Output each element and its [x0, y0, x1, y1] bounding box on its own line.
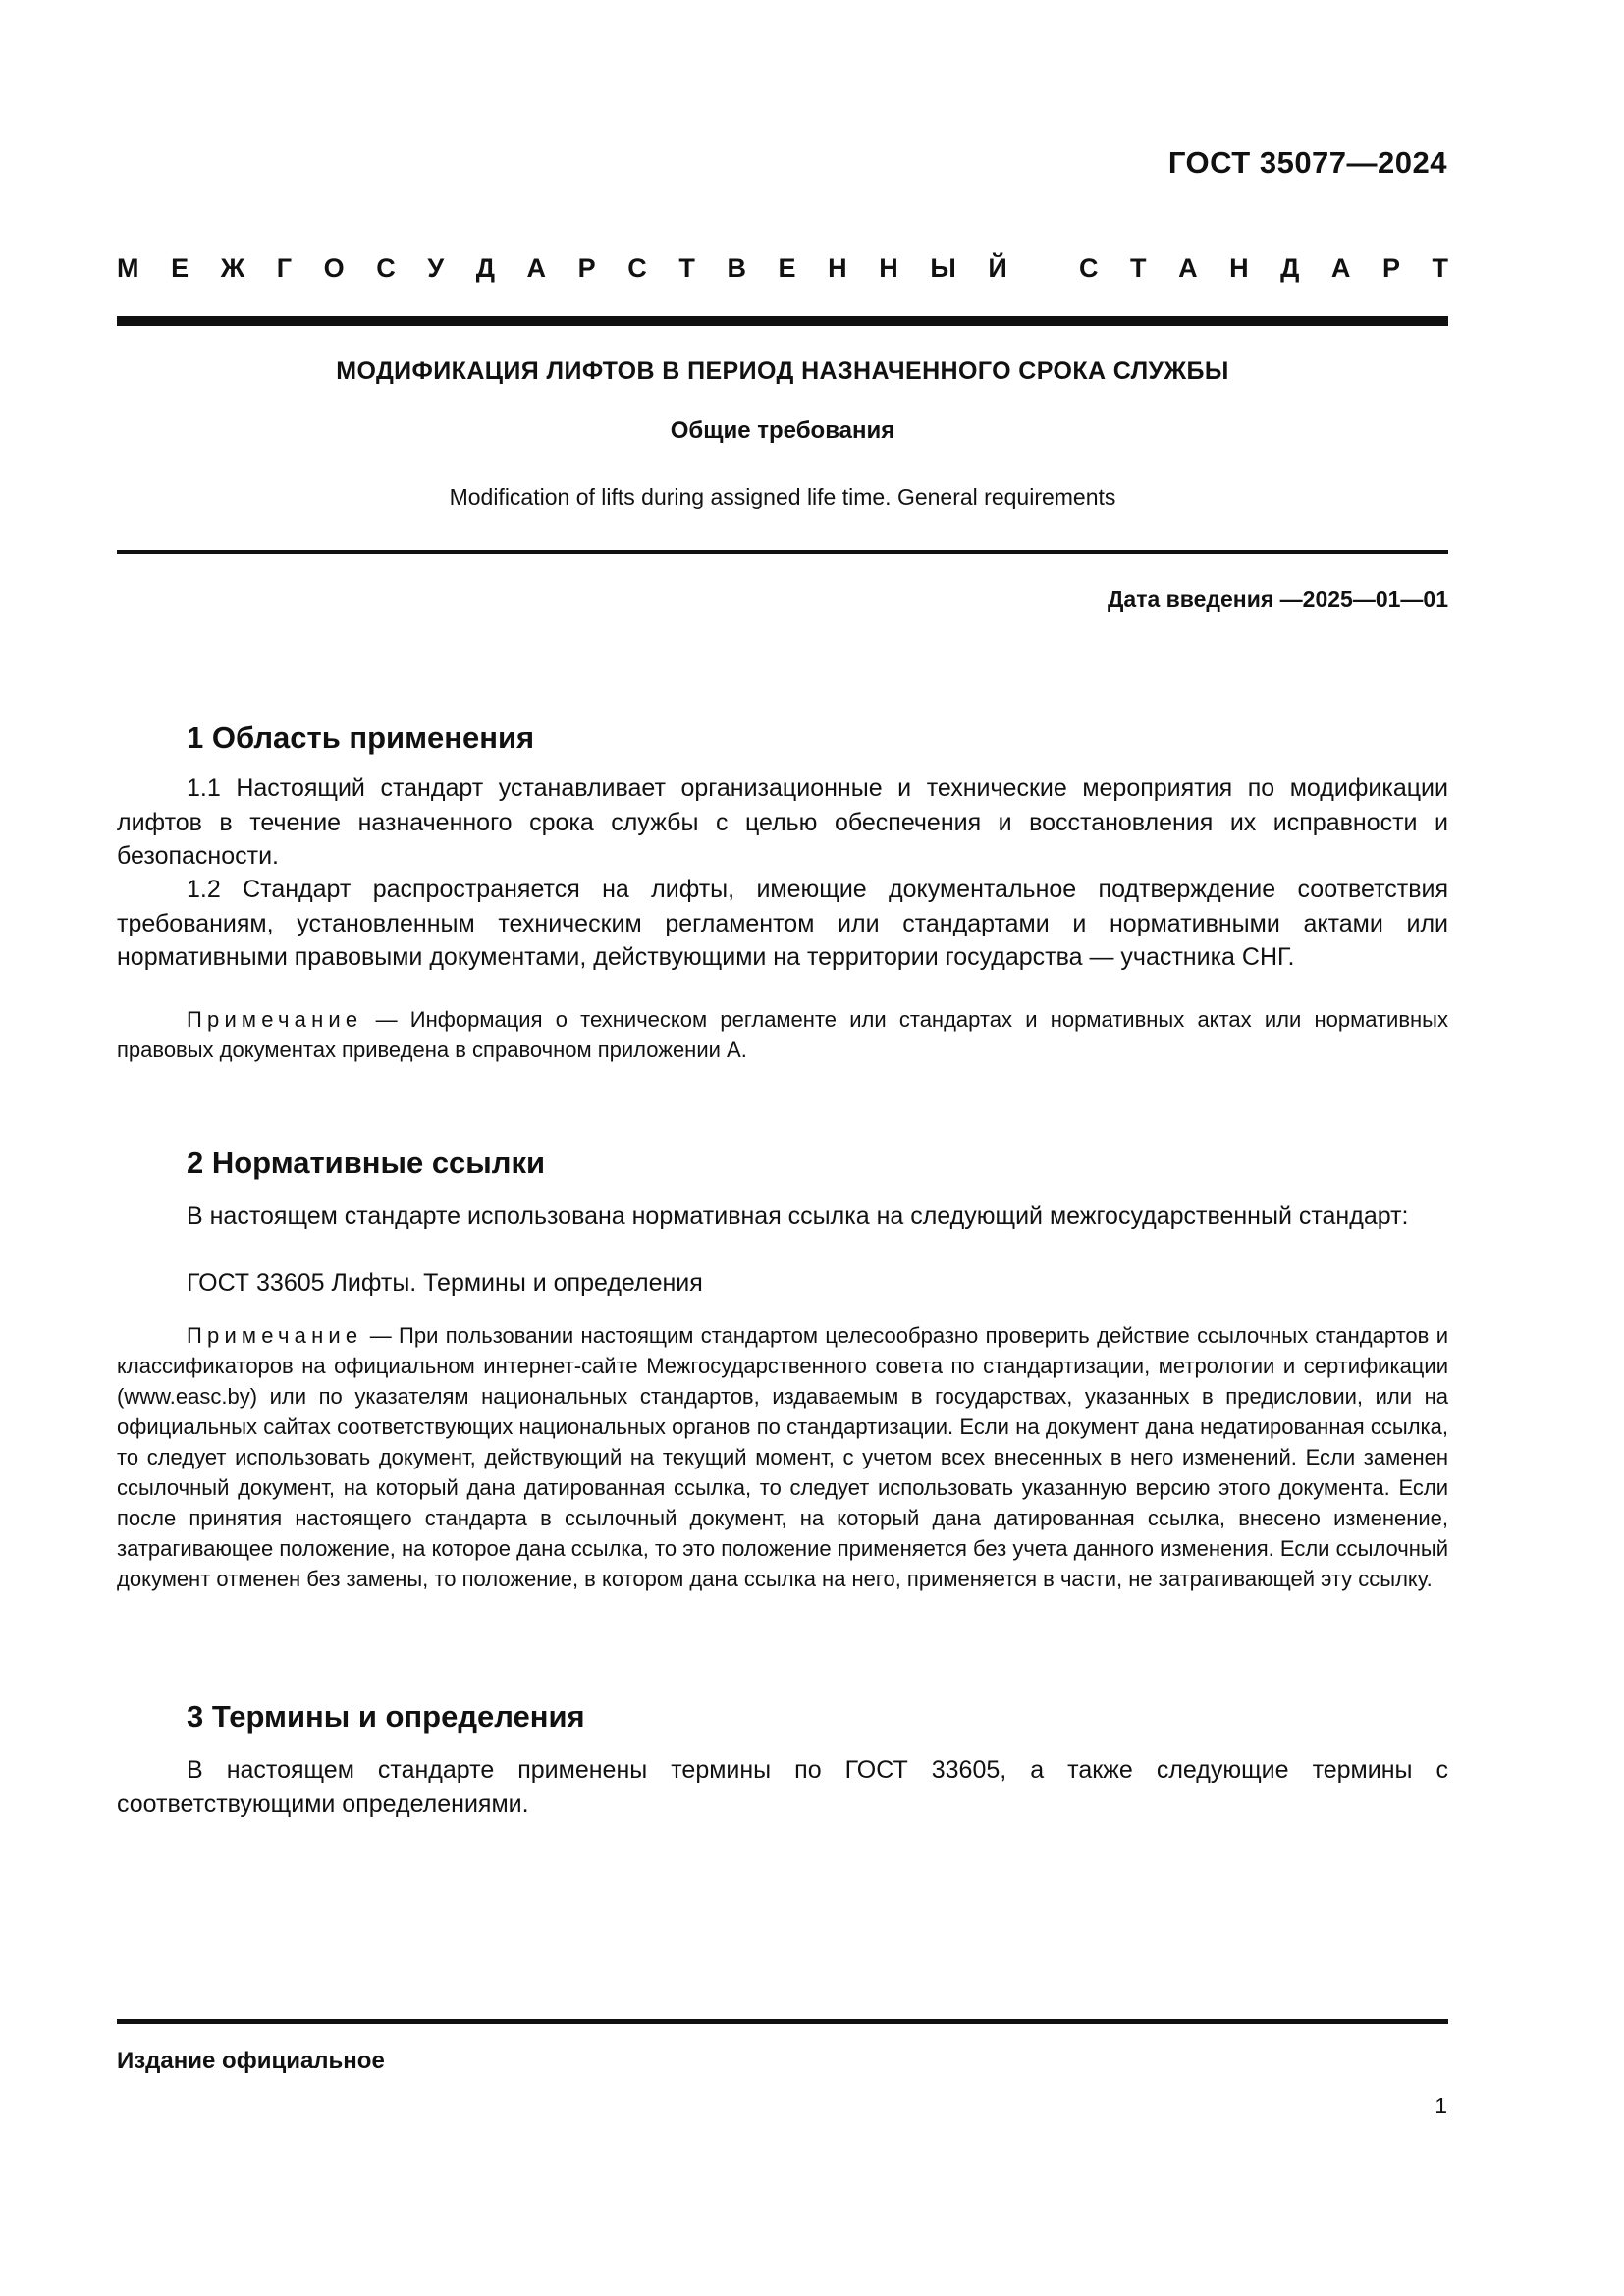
- standard-number: ГОСТ 35077—2024: [1167, 145, 1447, 180]
- banner-letter: А: [1178, 253, 1198, 283]
- banner-word-standard: [1079, 253, 1448, 284]
- section-3-heading: 3 Термины и определения: [187, 1699, 585, 1734]
- note-label: Примечание: [187, 1007, 363, 1032]
- banner-letter: С: [627, 253, 647, 283]
- banner-letter: Н: [879, 253, 898, 283]
- banner-letter: Т: [1130, 253, 1147, 283]
- section-1-paragraph-2: 1.2 Стандарт распространяется на лифты, имеющие документальное подтверждение соответствия требованиям, установленным техническим регламентом или стандартами и нормативными актами или нормативными правовыми документами, действующими на территории государства — участника СНГ.: [117, 876, 1448, 971]
- normative-reference-item: ГОСТ 33605 Лифты. Термины и определения: [187, 1269, 703, 1297]
- banner-letter: Т: [1432, 253, 1448, 283]
- banner-letter: Е: [778, 253, 796, 283]
- banner-letter: Ы: [930, 253, 956, 283]
- note-text: — Информация о техническом регламенте или стандартах и нормативных актах или нормативных правовых документах приведена в справочном приложении А.: [117, 1007, 1448, 1062]
- banner-letter: С: [1079, 253, 1099, 283]
- document-title: МОДИФИКАЦИЯ ЛИФТОВ В ПЕРИОД НАЗНАЧЕННОГО СРОКА СЛУЖБЫ: [336, 357, 1229, 385]
- banner-letter: Е: [171, 253, 189, 283]
- banner-letter: Д: [1280, 253, 1300, 283]
- banner-letter: Г: [276, 253, 293, 283]
- footer-rule: [117, 2019, 1448, 2024]
- banner-letter: Т: [678, 253, 695, 283]
- banner-letter: Р: [577, 253, 596, 283]
- banner-letter: Р: [1381, 253, 1400, 283]
- section-2-heading: 2 Нормативные ссылки: [187, 1146, 546, 1180]
- banner-letter: Н: [1229, 253, 1249, 283]
- interstate-standard-banner: [117, 253, 1448, 284]
- official-edition-label: Издание официальное: [117, 2048, 385, 2074]
- banner-letter: М: [117, 253, 139, 283]
- title-rule: [117, 550, 1448, 554]
- section-2-paragraph-1: В настоящем стандарте использована нормативная ссылка на следующий межгосударственный стандарт:: [187, 1202, 1409, 1230]
- banner-letter: О: [323, 253, 345, 283]
- banner-letter: А: [526, 253, 547, 283]
- introduction-date: Дата введения —2025—01—01: [1108, 586, 1448, 612]
- banner-letter: А: [1330, 253, 1351, 283]
- banner-letter: Ж: [220, 253, 245, 283]
- banner-letter: Д: [475, 253, 495, 283]
- banner-word-interstate: [117, 253, 1007, 284]
- english-title: Modification of lifts during assigned life time. General requirements: [449, 484, 1116, 509]
- note-label: Примечание: [187, 1323, 363, 1348]
- banner-letter: Й: [988, 253, 1007, 283]
- document-subtitle: Общие требования: [670, 417, 895, 444]
- banner-letter: У: [427, 253, 445, 283]
- section-1-heading: 1 Область применения: [187, 721, 535, 755]
- section-1-note: [117, 1004, 1448, 1065]
- note-text: — При пользовании настоящим стандартом целесообразно проверить действие ссылочных стандартов и классификаторов на официальном интернет-сайте Межгосударственного совета по стандартизации, метрологии и сертификации (www.easc.by) или по указателям национальных стандартов, издаваемым в государствах, указанных в предисловии, или на официальных сайтах соответствующих национальных органов по стандартизации. Если на документ дана недатированная ссылка, то следует использовать документ, действующий на текущий момент, с учетом всех внесенных в него изменений. Если заменен ссылочный документ, на который дана датированная ссылка, то следует использовать указанную версию этого документа. Если после принятия настоящего стандарта в ссылочный документ, на который дана датированная ссылка, внесено изменение, затрагивающее положение, на которое дана ссылка, то это положение применяется без учета данного изменения. Если ссылочный документ отменен без замены, то положение, в котором дана ссылка на него, применяется в части, не затрагивающей эту ссылку.: [117, 1323, 1448, 1591]
- header-rule: [117, 316, 1448, 326]
- section-1-paragraph-1: 1.1 Настоящий стандарт устанавливает организационные и технические мероприятия по модификации лифтов в течение назначенного срока службы с целью обеспечения и восстановления их исправности и безопасности.: [117, 774, 1448, 870]
- page-number: 1: [1435, 2093, 1447, 2118]
- banner-letter: С: [376, 253, 396, 283]
- section-3-paragraph-1: В настоящем стандарте применены термины по ГОСТ 33605, а также следующие термины с соответствующими определениями.: [117, 1756, 1448, 1818]
- section-2-note: [117, 1320, 1448, 1594]
- banner-letter: В: [727, 253, 746, 283]
- banner-letter: Н: [828, 253, 847, 283]
